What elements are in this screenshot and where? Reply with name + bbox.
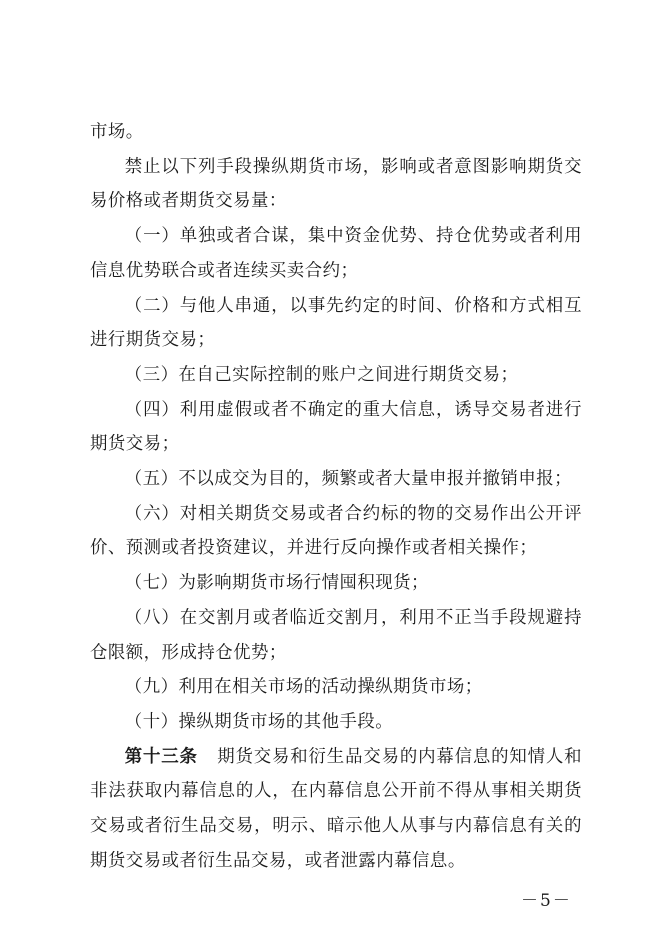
list-item-6: （六）对相关期货交易或者合约标的物的交易作出公开评价、预测或者投资建议，并进行反向操作或者相关操作；	[90, 503, 582, 559]
list-item-10: （十）操纵期货市场的其他手段。	[124, 711, 394, 732]
article-13	[90, 740, 582, 879]
paragraph-intro: 禁止以下列手段操纵期货市场，影响或者意图影响期货交易价格或者期货交易量：	[90, 156, 582, 212]
paragraph-continuation: 市场。	[90, 122, 144, 142]
page-number: －5－	[521, 891, 572, 911]
list-item-4: （四）利用虚假或者不确定的重大信息，诱导交易者进行期货交易；	[90, 399, 582, 455]
list-item-5: （五）不以成交为目的，频繁或者大量申报并撤销申报；	[124, 469, 573, 490]
list-item-7: （七）为影响期货市场行情囤积现货；	[124, 573, 429, 594]
article-heading: 第十三条	[124, 746, 198, 767]
article-body: 期货交易和衍生品交易的内幕信息的知情人和非法获取内幕信息的人，在内幕信息公开前不得从事相关期货交易或者衍生品交易，明示、暗示他人从事与内幕信息有关的期货交易或者衍生品交易，或者泄露内幕信息。	[90, 746, 582, 871]
list-item-3: （三）在自己实际控制的账户之间进行期货交易；	[124, 364, 519, 385]
body-text	[90, 115, 582, 878]
list-item-1: （一）单独或者合谋，集中资金优势、持仓优势或者利用信息优势联合或者连续买卖合约；	[90, 226, 582, 281]
list-item-9: （九）利用在相关市场的活动操纵期货市场；	[124, 677, 483, 698]
list-item-2: （二）与他人串通，以事先约定的时间、价格和方式相互进行期货交易；	[90, 295, 582, 351]
list-item-8: （八）在交割月或者临近交割月，利用不正当手段规避持仓限额，形成持仓优势；	[90, 607, 582, 663]
